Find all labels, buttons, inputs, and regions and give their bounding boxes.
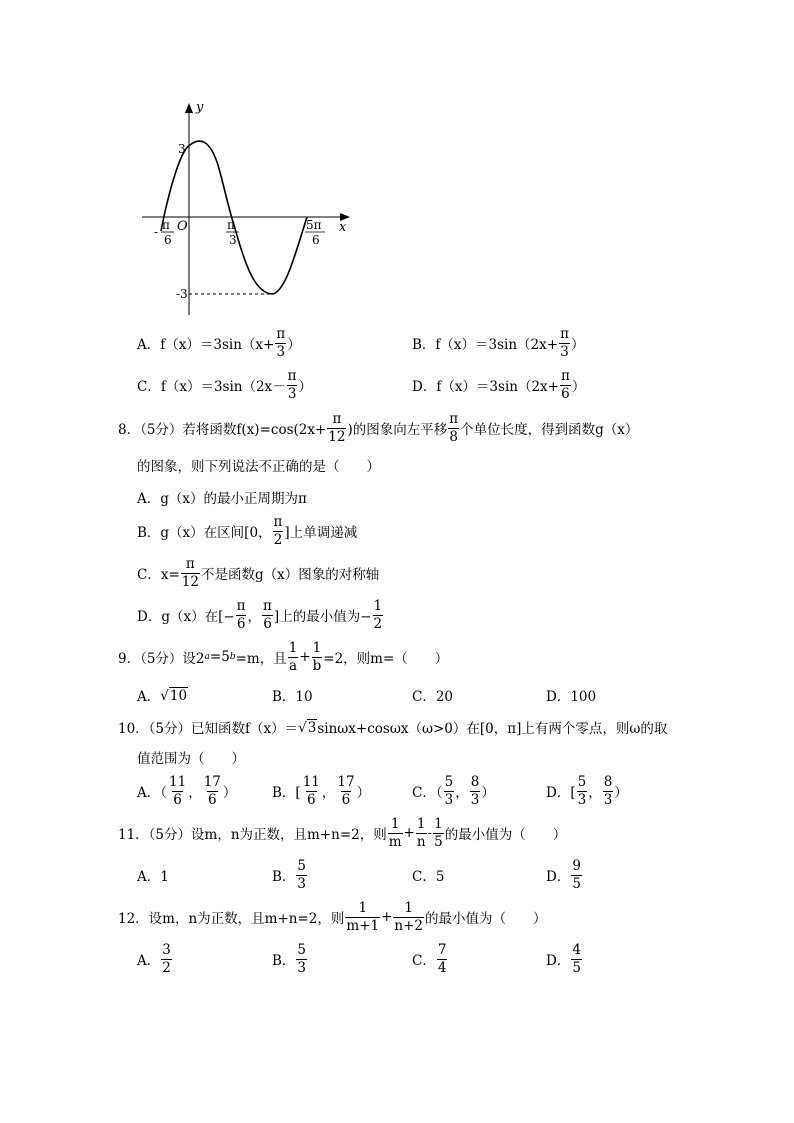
q11-option-d[interactable]: D． $\frac{9}{5}$	[546, 858, 581, 892]
tick-neg-pi6-den: 6	[164, 233, 172, 247]
q10-option-c[interactable]: C．（ $\frac{5}{3}$ ， $\frac{8}{3}$ ）	[412, 774, 495, 808]
fraction: $\frac{1}{b}$	[312, 640, 322, 674]
fraction: $\frac{1}{m+1}$	[346, 900, 380, 934]
q8-stem: 8．（5分）若将函数f(x)=cos(2x+ $\frac{\pi}{12}$ )的图象向左平移 $\frac{\pi}{8}$ 个单位长度，得到函数g（x）	[118, 411, 639, 445]
fraction: $\frac{1}{a}$	[288, 640, 298, 674]
fraction: $\frac{\pi}{6}$	[236, 598, 246, 632]
sqrt: √ 10	[160, 687, 188, 704]
q7-option-b[interactable]: B．f（x）＝3sin（2x+ $\frac{\pi}{3}$ ）	[412, 326, 585, 360]
fraction: $\frac{1}{n}$	[416, 816, 426, 850]
q8-stem-line2: 的图象，则下列说法不正确的是（ ）	[137, 459, 380, 475]
fraction: $\frac{5}{3}$	[297, 858, 307, 892]
q9-option-d[interactable]: D．100	[546, 689, 597, 705]
q10-stem-line2: 值范围为（ ）	[137, 751, 245, 767]
tick-y-3: 3	[178, 142, 186, 156]
fraction: $\frac{1}{2}$	[373, 598, 383, 632]
fraction: $\frac{4}{5}$	[572, 942, 581, 976]
fraction: $\frac{1}{n+2}$	[394, 900, 424, 934]
tick-5pi6-num: 5π	[306, 218, 322, 232]
q7-option-d[interactable]: D．f（x）＝3sin（2x+ $\frac{\pi}{6}$ ）	[412, 368, 586, 402]
fraction: $\frac{1}{5}$	[434, 816, 443, 850]
tick-neg-pi6-sign: -	[154, 225, 159, 239]
fraction: $\frac{\pi}{3}$	[560, 326, 569, 360]
q7-option-c[interactable]: C．f（x）＝3sin（2x－ $\frac{\pi}{3}$ ）	[137, 368, 313, 402]
q8-option-a[interactable]: A．g（x）的最小正周期为π	[137, 491, 307, 507]
q9-option-a[interactable]: A． √ 10	[137, 687, 188, 705]
q11-option-c[interactable]: C．5	[412, 869, 445, 885]
origin-label: O	[177, 219, 188, 234]
tick-pi3-num: π	[227, 218, 235, 232]
q11-stem: 11．（5分）设m，n为正数，且m+n=2，则 $\frac{1}{m}$ + $\frac{1}{n}$ - $\frac{1}{5}$ 的最小值为（ ）	[118, 816, 567, 850]
tick-y-neg3: -3	[176, 287, 188, 301]
fraction: $\frac{\pi}{6}$	[560, 368, 570, 402]
fraction: $\frac{17}{6}$	[337, 774, 355, 808]
fraction: $\frac{\pi}{2}$	[273, 514, 283, 548]
q11-option-b[interactable]: B． $\frac{5}{3}$	[272, 858, 307, 892]
q8-option-c[interactable]: C．x= $\frac{\pi}{12}$ 不是函数g（x）图象的对称轴	[137, 556, 380, 590]
fraction: $\frac{9}{5}$	[572, 858, 581, 892]
fraction: $\frac{5}{3}$	[444, 774, 454, 808]
q10-option-a[interactable]: A．（ $\frac{11}{6}$ ， $\frac{17}{6}$ ）	[137, 774, 237, 808]
fraction: $\frac{8}{3}$	[470, 774, 480, 808]
sqrt: √ 3	[298, 719, 317, 736]
fraction: $\frac{3}{2}$	[162, 942, 171, 976]
fraction: $\frac{17}{6}$	[203, 774, 221, 808]
y-axis-label: y	[196, 100, 204, 115]
q9-option-c[interactable]: C．20	[412, 689, 454, 705]
q8-option-b[interactable]: B．g（x）在区间[0， $\frac{\pi}{2}$ ]上单调递减	[137, 514, 358, 548]
fraction: $\frac{8}{3}$	[603, 774, 613, 808]
q10-option-d[interactable]: D．[ $\frac{5}{3}$ ， $\frac{8}{3}$ ）	[546, 774, 628, 808]
y-axis-arrow	[185, 103, 193, 113]
q7-option-a[interactable]: A．f（x）＝3sin（x+ $\frac{\pi}{3}$ ）	[137, 326, 301, 360]
tick-5pi6-den: 6	[312, 233, 320, 247]
q12-option-c[interactable]: C． $\frac{7}{4}$	[412, 942, 447, 976]
fraction: $\frac{7}{4}$	[437, 942, 447, 976]
q12-option-d[interactable]: D． $\frac{4}{5}$	[546, 942, 581, 976]
q10-stem: 10．（5分）已知函数f（x）＝ √ 3 sinωx+cosωx（ω>0）在[0，π]上有两个零点，则ω的取	[118, 719, 668, 737]
fraction: $\frac{5}{3}$	[577, 774, 587, 808]
q12-option-a[interactable]: A． $\frac{3}{2}$	[137, 942, 171, 976]
fraction: $\frac{11}{6}$	[302, 774, 320, 808]
tick-pi3-den: 3	[229, 233, 237, 247]
fraction: $\frac{\pi}{12}$	[328, 411, 346, 445]
q12-option-b[interactable]: B． $\frac{5}{3}$	[272, 942, 307, 976]
q9-stem: 9．（5分）设2 a =5 b =m，且 $\frac{1}{a}$ + $\frac{1}{b}$ =2，则m=（ ）	[118, 640, 449, 674]
fraction: $\frac{\pi}{6}$	[263, 598, 272, 632]
fraction: $\frac{1}{m}$	[388, 816, 402, 850]
fraction: $\frac{\pi}{3}$	[276, 326, 286, 360]
tick-neg-pi6-num: π	[162, 218, 170, 232]
fraction: $\frac{\pi}{3}$	[287, 368, 297, 402]
fraction: $\frac{5}{3}$	[297, 942, 307, 976]
fraction: $\frac{11}{6}$	[169, 774, 187, 808]
q11-option-a[interactable]: A．1	[137, 869, 169, 885]
fraction: $\frac{\pi}{12}$	[181, 556, 199, 590]
x-axis-label: x	[339, 220, 347, 235]
q10-option-b[interactable]: B．[ $\frac{11}{6}$ ， $\frac{17}{6}$ ）	[272, 774, 371, 808]
q8-option-d[interactable]: D．g（x）在[− $\frac{\pi}{6}$ ， $\frac{\pi}{6}$ ]上的最小值为− $\frac{1}{2}$	[137, 598, 383, 632]
q9-option-b[interactable]: B．10	[272, 689, 313, 705]
sine-graph	[130, 95, 370, 325]
fraction: $\frac{\pi}{8}$	[449, 411, 459, 445]
q12-stem: 12．设m，n为正数，且m+n=2，则 $\frac{1}{m+1}$ + $\frac{1}{n+2}$ 的最小值为（ ）	[118, 900, 547, 934]
